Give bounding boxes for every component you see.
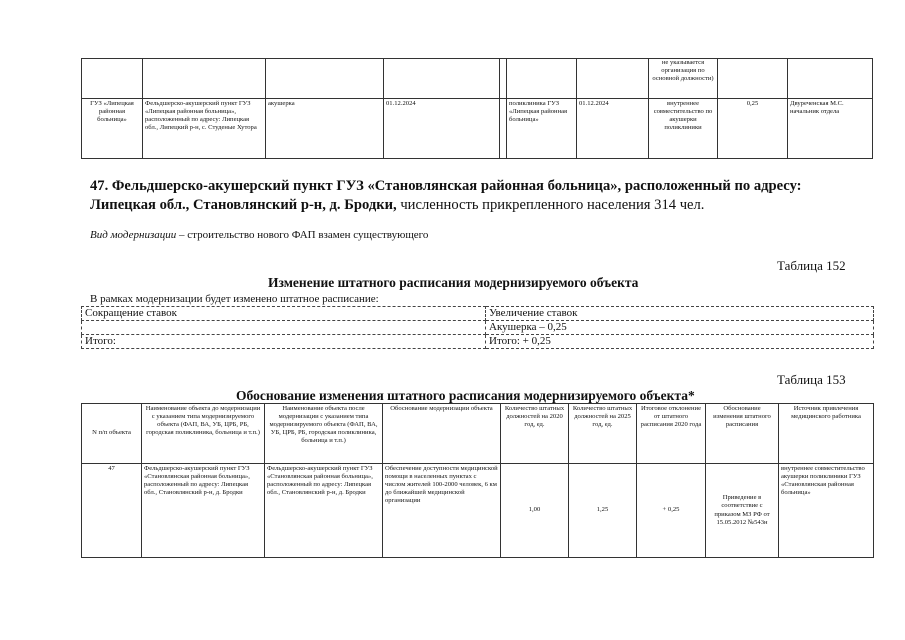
modernization-type-text: – строительство нового ФАП взамен существующего (176, 229, 429, 241)
section-heading (90, 177, 870, 215)
prev-row-cell: не указывается организация по основной должности) (649, 59, 718, 99)
header-cell: Наименование объекта после модернизации с указанием типа модернизируемого объекта (ФАП, ВА, УБ, ЦРБ, РБ, городская поликлиника, больница и т.п.) (265, 404, 383, 464)
header-cell: Обоснование изменения штатного расписания (706, 404, 779, 464)
header-cell: Количество штатных должностей на 2025 год, ед. (569, 404, 637, 464)
reduction-header: Сокращение ставок (82, 307, 486, 321)
table-152-title: Изменение штатного расписания модернизируемого объекта (268, 275, 639, 290)
header-cell: Наименование объекта до модернизации с указанием типа модернизируемого объекта (ФАП, ВА, УБ, ЦРБ, РБ, городская поликлиника, больница и т.п.) (142, 404, 265, 464)
header-cell: Итоговое отклонение от штатного расписания 2020 года (637, 404, 706, 464)
table-153-title: Обоснование изменения штатного расписания модернизируемого объекта* (236, 388, 695, 403)
staffing-change-table (81, 306, 874, 349)
section-heading-rest: численность прикрепленного населения 314 чел. (396, 197, 705, 213)
section-heading-bold: 47. Фельдшерско-акушерский пункт ГУЗ «Становлянская районная больница», расположенный по адресу: Липецкая обл., Становлянский р-н, д. Бродки, (90, 178, 802, 213)
table-row (82, 321, 874, 335)
table-row (82, 59, 873, 99)
top-table (81, 58, 873, 159)
modernization-type-label: Вид модернизации (90, 229, 177, 241)
table-row (82, 335, 874, 349)
header-cell: Обоснование модернизации объекта (383, 404, 501, 464)
increase-header: Увеличение ставок (486, 307, 874, 321)
table-row: ГУЗ «Липецкая районная больница» Фельдшерско-акушерский пункт ГУЗ «Липецкая районная больница», расположенный по адресу: Липецкая обл., Липецкий р-н, с. Студеные Хутора акушерка 01.12.2024 поликлиника ГУЗ «Липецкая районная больница» 01.12.2024 внутреннее совместительство по акушерки поликлиники 0,25 Двуреченская М.С. начальник отдела (82, 99, 873, 159)
table-152-note: В рамках модернизации будет изменено штатное расписание: (90, 293, 379, 305)
modernization-type (90, 229, 428, 241)
table-row (82, 307, 874, 321)
total-left: Итого: (82, 335, 486, 349)
total-right: Итого: + 0,25 (486, 335, 874, 349)
table-152-number: Таблица 152 (777, 258, 846, 273)
justification-table (81, 403, 874, 558)
header-cell: Источник привлечения медицинского работника (779, 404, 874, 464)
table-header-row (82, 404, 874, 464)
header-cell: N п/п объекта (82, 404, 142, 464)
table-row: 47 Фельдшерско-акушерский пункт ГУЗ «Становлянская районная больница», расположенный по адресу: Липецкая обл., Становлянский р-н, д. Бродки Фельдшерско-акушерский пункт ГУЗ «Становлянская районная больница», расположенный по адресу: Липецкая обл., Становлянский р-н, д. Бродки Обеспечение доступности медицинской помощи в населенных пунктах с числом жителей 100-2000 человек, 6 км до ближайшей медицинской организации 1,00 1,25 + 0,25 Приведение в соответствие с приказом МЗ РФ от 15.05.2012 №543н внутреннее совместительство акушерки поликлиники ГУЗ «Становлянская районная больница» (82, 464, 874, 558)
header-cell: Количество штатных должностей на 2020 год, ед. (501, 404, 569, 464)
table-153-number: Таблица 153 (777, 372, 846, 387)
increase-item: Акушерка – 0,25 (486, 321, 874, 335)
